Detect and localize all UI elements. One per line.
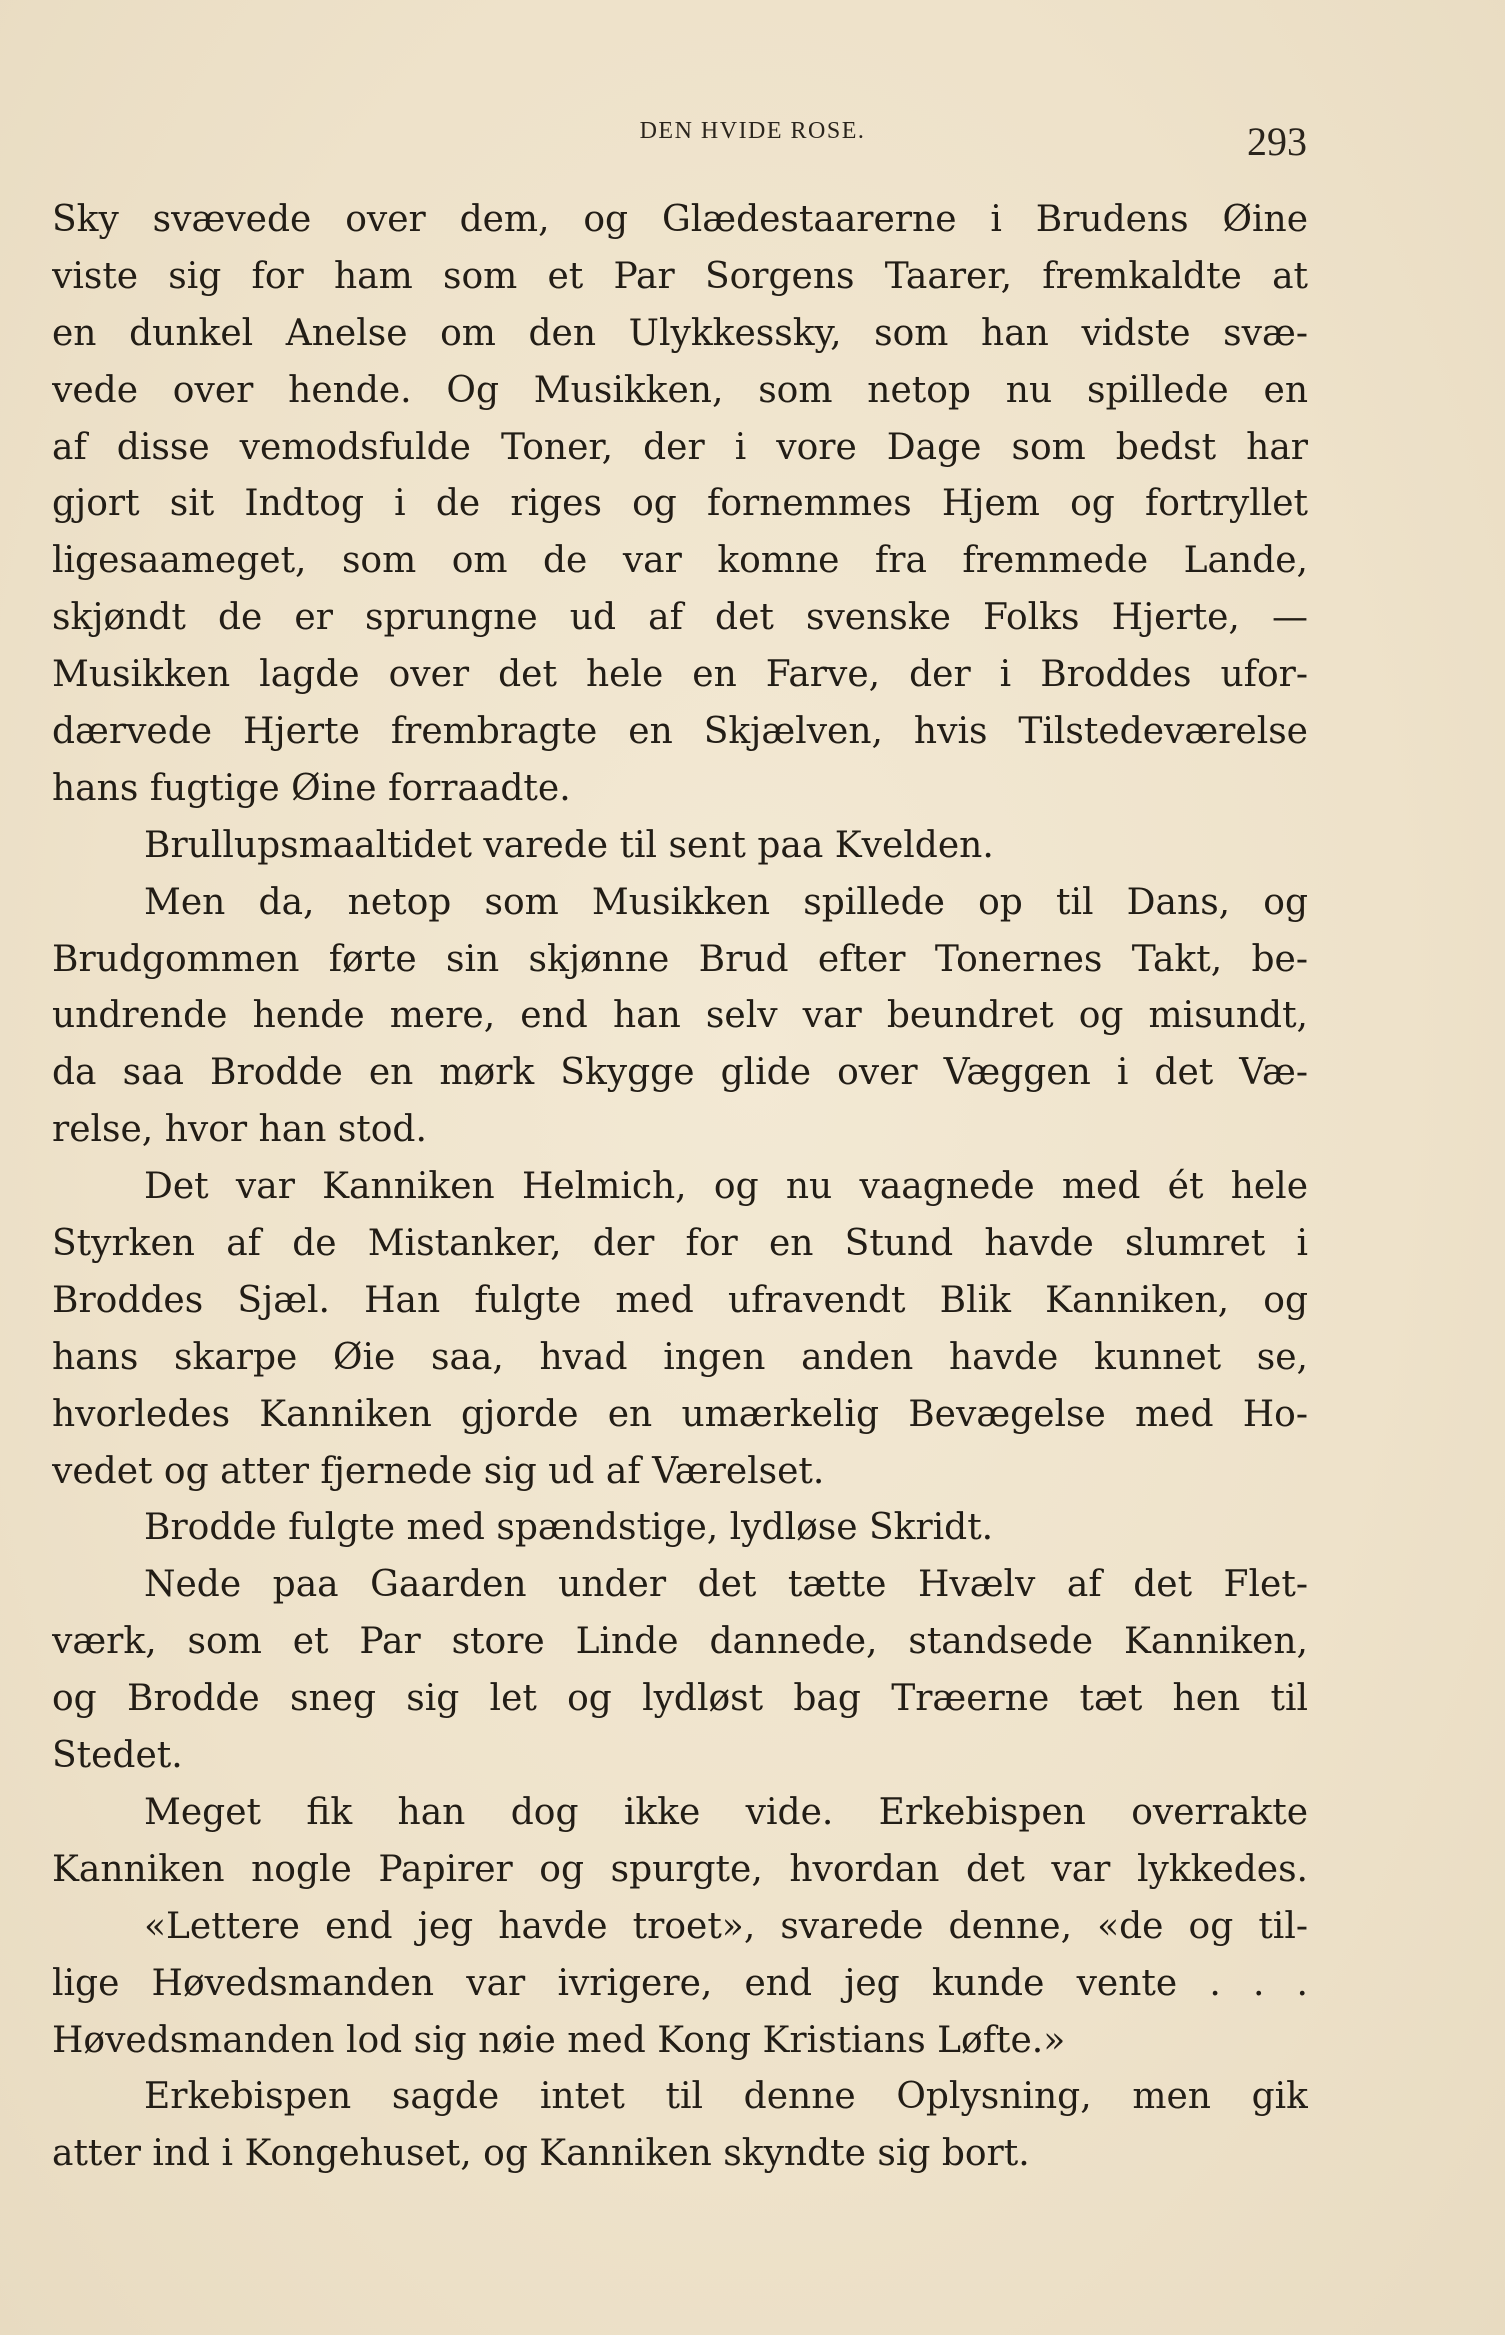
text-line: Brullupsmaaltidet varede til sent paa Kvelden. — [144, 824, 994, 866]
text-line: Stedet. — [52, 1735, 183, 1777]
text-line: Musikken lagde over det hele en Farve, der i Broddes ufor- — [52, 654, 1308, 696]
text-line: Det var Kanniken Helmich, og nu vaagnede med ét hele — [144, 1166, 1308, 1208]
text-line: relse, hvor han stod. — [52, 1109, 427, 1151]
text-line: skjøndt de er sprungne ud af det svenske Folks Hjerte, — — [52, 597, 1308, 639]
text-line: vede over hende. Og Musikken, som netop nu spillede en — [52, 369, 1308, 411]
text-line: vedet og atter fjernede sig ud af Værelset. — [52, 1450, 825, 1492]
text-line: lige Høvedsmanden var ivrigere, end jeg kunde vente . . . — [52, 1962, 1308, 2004]
text-line: Kanniken nogle Papirer og spurgte, hvordan det var lykkedes. — [52, 1848, 1308, 1890]
text-line: «Lettere end jeg havde troet», svarede denne, «de og til- — [144, 1905, 1308, 1947]
text-line: atter ind i Kongehuset, og Kanniken skyndte sig bort. — [52, 2133, 1030, 2175]
text-line: Broddes Sjæl. Han fulgte med ufravendt Blik Kanniken, og — [52, 1279, 1308, 1321]
text-line: Nede paa Gaarden under det tætte Hvælv af det Flet- — [144, 1564, 1308, 1606]
text-line: da saa Brodde en mørk Skygge glide over Væggen i det Væ- — [52, 1052, 1308, 1094]
text-line: Brodde fulgte med spændstige, lydløse Skridt. — [144, 1507, 994, 1549]
text-line: viste sig for ham som et Par Sorgens Taarer, fremkaldte at — [52, 255, 1308, 297]
text-line: Høvedsmanden lod sig nøie med Kong Kristians Løfte.» — [52, 2019, 1066, 2061]
page-number: 293 — [1247, 119, 1307, 164]
text-line: Sky svævede over dem, og Glædestaarerne i Brudens Øine — [52, 199, 1308, 240]
text-line: Brudgommen førte sin skjønne Brud efter Tonernes Takt, be- — [52, 938, 1308, 980]
text-line: af disse vemodsfulde Toner, der i vore Dage som bedst har — [52, 426, 1308, 468]
text-line: hans skarpe Øie saa, hvad ingen anden havde kunnet se, — [52, 1336, 1308, 1378]
text-line: undrende hende mere, end han selv var beundret og misundt, — [52, 995, 1308, 1037]
text-line: Men da, netop som Musikken spillede op til Dans, og — [144, 881, 1308, 923]
text-line: Styrken af de Mistanker, der for en Stund havde slumret i — [52, 1223, 1308, 1265]
text-line: Erkebispen sagde intet til denne Oplysning, men gik — [144, 2076, 1308, 2118]
text-line: ligesaameget, som om de var komne fra fremmede Lande, — [52, 540, 1308, 582]
text-line: en dunkel Anelse om den Ulykkessky, som han vidste svæ- — [52, 312, 1308, 354]
body-text — [52, 192, 1308, 2183]
text-line: Meget fik han dog ikke vide. Erkebispen overrakte — [144, 1791, 1308, 1833]
text-line: hvorledes Kanniken gjorde en umærkelig Bevægelse med Ho- — [52, 1393, 1308, 1435]
text-line: og Brodde sneg sig let og lydløst bag Træerne tæt hen til — [52, 1678, 1308, 1720]
running-header: DEN HVIDE ROSE. — [639, 118, 866, 144]
text-line: hans fugtige Øine forraadte. — [52, 767, 571, 809]
text-line: værk, som et Par store Linde dannede, standsede Kanniken, — [52, 1621, 1308, 1663]
text-line: gjort sit Indtog i de riges og fornemmes Hjem og fortryllet — [52, 483, 1308, 525]
text-line: dærvede Hjerte frembragte en Skjælven, hvis Tilstedeværelse — [52, 711, 1308, 753]
